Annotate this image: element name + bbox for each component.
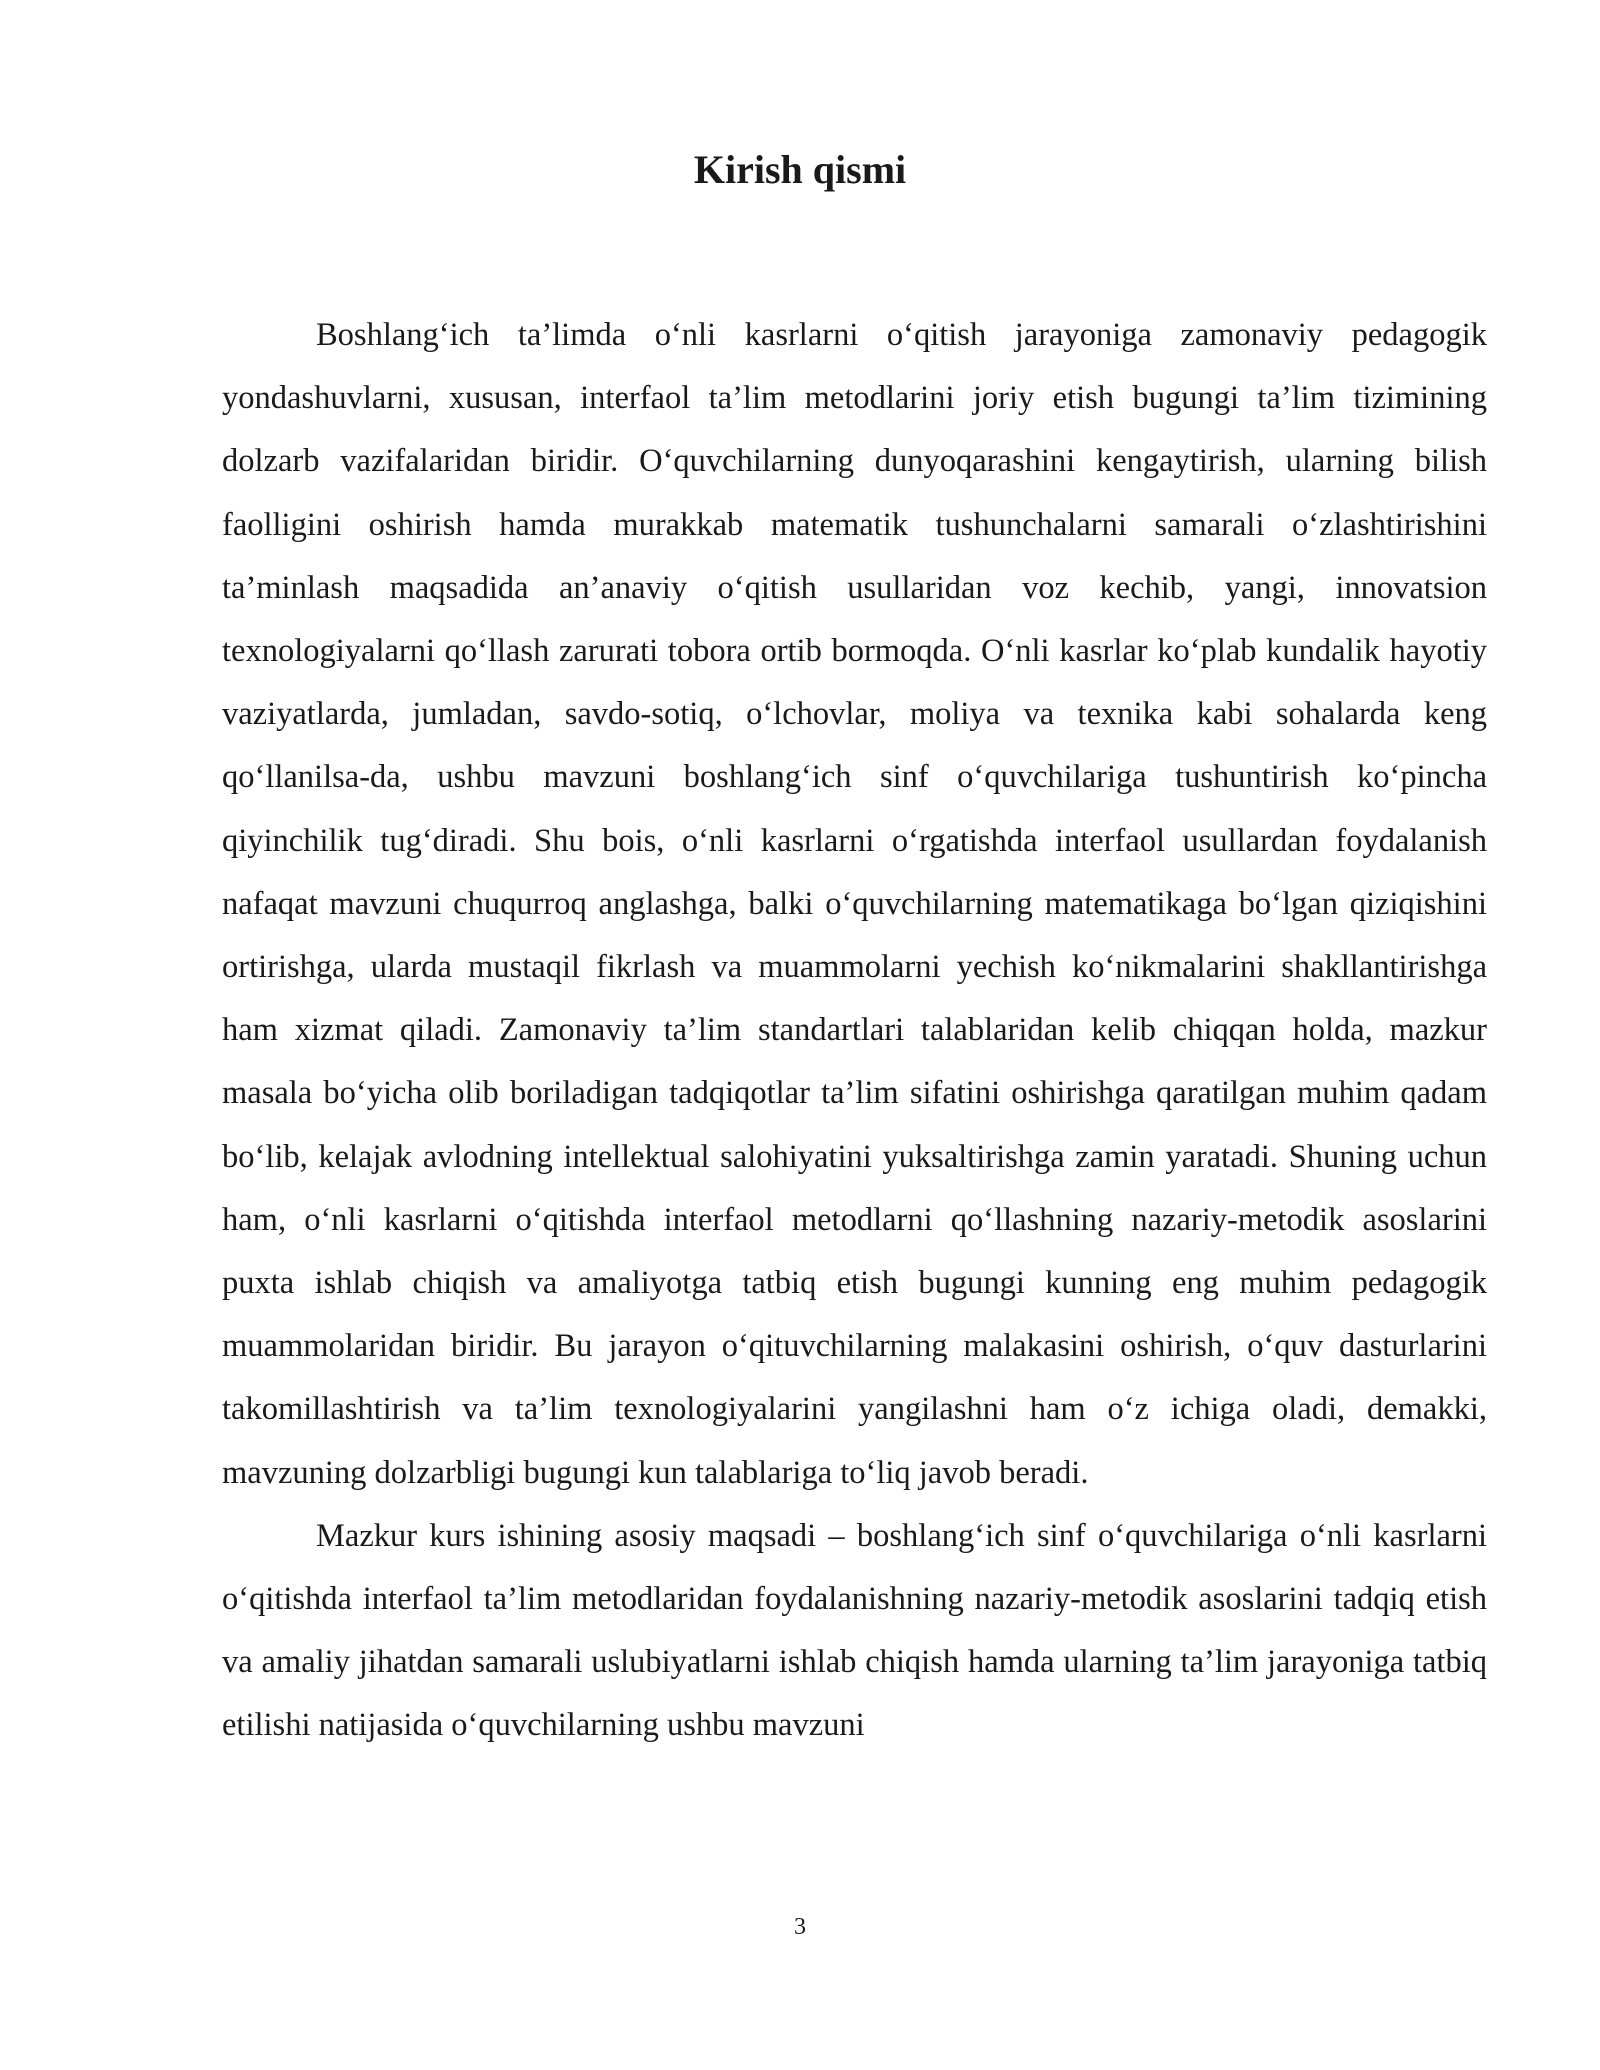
paragraph-2: Mazkur kurs ishining asosiy maqsadi – boshlang‘ich sinf o‘quvchilariga o‘nli kasrlarni o‘qitishda interfaol ta’lim metodlaridan foydalanishning nazariy-metodik asoslarini tadqiq etish va amaliy jihatdan samarali uslubiyatlarni ishlab chiqish hamda ularning ta’lim jarayoniga tatbiq etilishi natijasida o‘quvchilarning ushbu mavzuni bbox=[222, 1517, 1487, 1744]
paragraph-1: Boshlang‘ich ta’limda o‘nli kasrlarni o‘qitish jarayoniga zamonaviy pedagogik yondashuvlarni, xususan, interfaol ta’lim metodlarini joriy etish bugungi ta’lim tizimining dolzarb vazifalaridan biridir. O‘quvchilarning dunyoqarashini kengaytirish, ularning bilish faolligini oshirish hamda murakkab matematik tushunchalarni samarali o‘zlashtirishini ta’minlash maqsadida an’anaviy o‘qitish usullaridan voz kechib, yangi, innovatsion texnologiyalarni qo‘llash zarurati tobora ortib bormoqda. O‘nli kasrlar ko‘plab kundalik hayotiy vaziyatlarda, jumladan, savdo-sotiq, o‘lchovlar, moliya va texnika kabi sohalarda keng qo‘llanilsa-da, ushbu mavzuni boshlang‘ich sinf o‘quvchilariga tushuntirish ko‘pincha qiyinchilik tug‘diradi. Shu bois, o‘nli kasrlarni o‘rgatishda interfaol usullardan foydalanish nafaqat mavzuni chuqurroq anglashga, balki o‘quvchilarning matematikaga bo‘lgan qiziqishini ortirishga, ularda mustaqil fikrlash va muammolarni yechish ko‘nikmalarini shakllantirishga ham xizmat qiladi. Zamonaviy ta’lim standartlari talablaridan kelib chiqqan holda, mazkur masala bo‘yicha olib boriladigan tadqiqotlar ta’lim sifatini oshirishga qaratilgan muhim qadam bo‘lib, kelajak avlodning intellektual salohiyatini yuksaltirishga zamin yaratadi. Shuning uchun ham, o‘nli kasrlarni o‘qitishda interfaol metodlarni qo‘llashning nazariy-metodik asoslarini puxta ishlab chiqish va amaliyotga tatbiq etish bugungi kunning eng muhim pedagogik muammolaridan biridir. Bu jarayon o‘qituvchilarning malakasini oshirish, o‘quv dasturlarini takomillashtirish va ta’lim texnologiyalarini yangilashni ham o‘z ichiga oladi, demakki, mavzuning dolzarbligi bugungi kun talablariga to‘liq javob beradi. bbox=[222, 317, 1487, 1491]
body-text bbox=[222, 304, 1487, 1758]
page-title: Kirish qismi bbox=[693, 147, 907, 192]
page-number: 3 bbox=[794, 1914, 806, 1940]
